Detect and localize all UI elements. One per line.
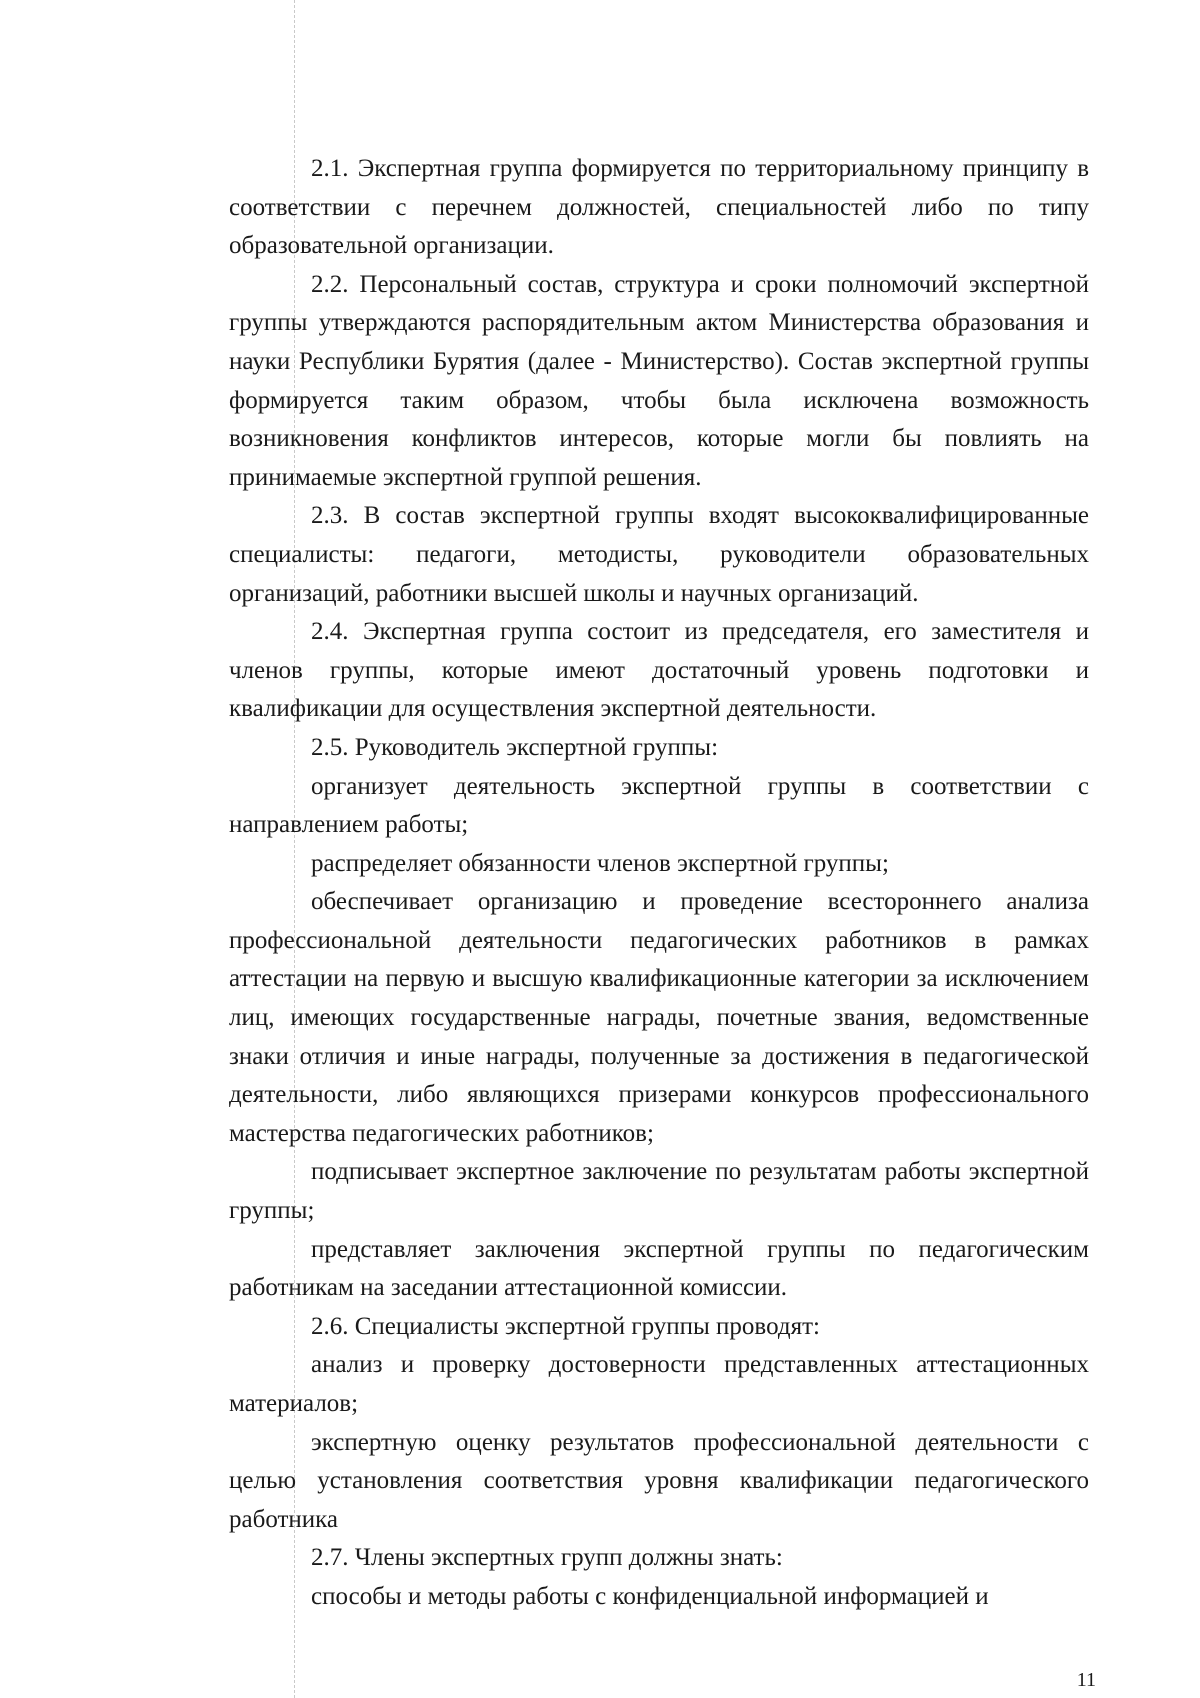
paragraph-2-4: 2.4. Экспертная группа состоит из председателя, его заместителя и членов группы, которые имеют достаточный уровень подготовки и квалификации для осуществления экспертной деятельности. xyxy=(229,618,1089,723)
paragraph-2-5-item-4: подписывает экспертное заключение по результатам работы экспертной группы; xyxy=(229,1158,1089,1225)
paragraph-2-3: 2.3. В состав экспертной группы входят высококвалифицированные специалисты: педагоги, методисты, руководители образовательных организаций, работники высшей школы и научных организаций. xyxy=(229,502,1089,607)
document-body xyxy=(229,150,1089,1617)
paragraph-2-5: 2.5. Руководитель экспертной группы: xyxy=(311,733,719,761)
paragraph-2-5-item-1: организует деятельность экспертной группы в соответствии с направлением работы; xyxy=(229,772,1089,839)
paragraph-2-5-item-2: распределяет обязанности членов экспертной группы; xyxy=(311,849,889,877)
paragraph-2-7-item-1: способы и методы работы с конфиденциальной информацией и xyxy=(311,1582,989,1610)
paragraph-2-6-item-1: анализ и проверку достоверности представленных аттестационных материалов; xyxy=(229,1351,1089,1417)
paragraph-2-6-item-2: экспертную оценку результатов профессиональной деятельности с целью установления соответствия уровня квалификации педагогического работника xyxy=(229,1428,1089,1533)
paragraph-2-6: 2.6. Специалисты экспертной группы проводят: xyxy=(311,1312,820,1340)
paragraph-2-2: 2.2. Персональный состав, структура и сроки полномочий экспертной группы утверждаются распорядительным актом Министерства образования и науки Республики Бурятия (далее - Министерство). Состав экспертной группы формируется таким образом, чтобы была исключена возможность возникновения конфликтов интересов, которые могли бы повлиять на принимаемые экспертной группой решения. xyxy=(229,270,1089,491)
paragraph-2-1: 2.1. Экспертная группа формируется по территориальному принципу в соответствии с перечнем должностей, специальностей либо по типу образовательной организации. xyxy=(229,155,1089,260)
paragraph-2-5-item-5: представляет заключения экспертной группы по педагогическим работникам на заседании аттестационной комиссии. xyxy=(229,1235,1089,1302)
paragraph-2-7: 2.7. Члены экспертных групп должны знать: xyxy=(311,1544,783,1572)
page-number: 11 xyxy=(1076,1669,1096,1691)
paragraph-2-5-item-3: обеспечивает организацию и проведение всестороннего анализа профессиональной деятельности педагогических работников в рамках аттестации на первую и высшую квалификационные категории за исключением лиц, имеющих государственные награды, почетные звания, ведомственные знаки отличия и иные награды, полученные за достижения в педагогической деятельности, либо являющихся призерами конкурсов профессионального мастерства педагогических работников; xyxy=(229,888,1089,1147)
